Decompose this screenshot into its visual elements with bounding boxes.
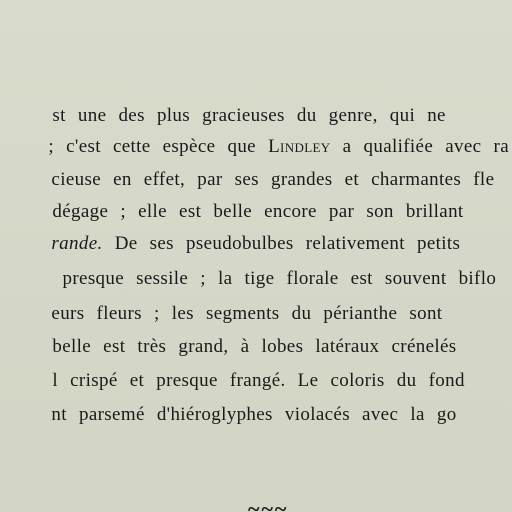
- italic-word: rande.: [51, 233, 103, 254]
- author-name: Lindley: [268, 136, 331, 157]
- text-line-7-content: eurs fleurs ; les segments du périanthe sont: [51, 303, 443, 324]
- text-line-2-content: ; c'est cette espèce que: [48, 136, 269, 157]
- text-line-8-content: belle est très grand, à lobes latéraux crénelés: [52, 336, 457, 357]
- text-line-1-content: st une des plus gracieuses du genre, qui ne: [52, 105, 446, 126]
- text-line-10: [3, 386, 457, 443]
- text-line-6-content: presque sessile ; la tige florale est souvent biflo: [50, 268, 497, 289]
- text-line-10-content: nt parsemé d'hiéroglyphes violacés avec la go: [51, 404, 457, 425]
- text-line-4-content: dégage ; elle est belle encore par son brillant: [52, 201, 476, 222]
- text-line-3-content: cieuse en effet, par ses grandes et charmantes fle: [51, 169, 495, 190]
- text-line-5-content: De ses pseudobulbes relativement petits: [102, 233, 461, 254]
- page-number-fragment: ~~~: [248, 496, 289, 512]
- text-line-9-content: l crispé et presque frangé. Le coloris du fond: [52, 370, 465, 391]
- text-line-2-tail: a qualifiée avec ra: [330, 136, 509, 157]
